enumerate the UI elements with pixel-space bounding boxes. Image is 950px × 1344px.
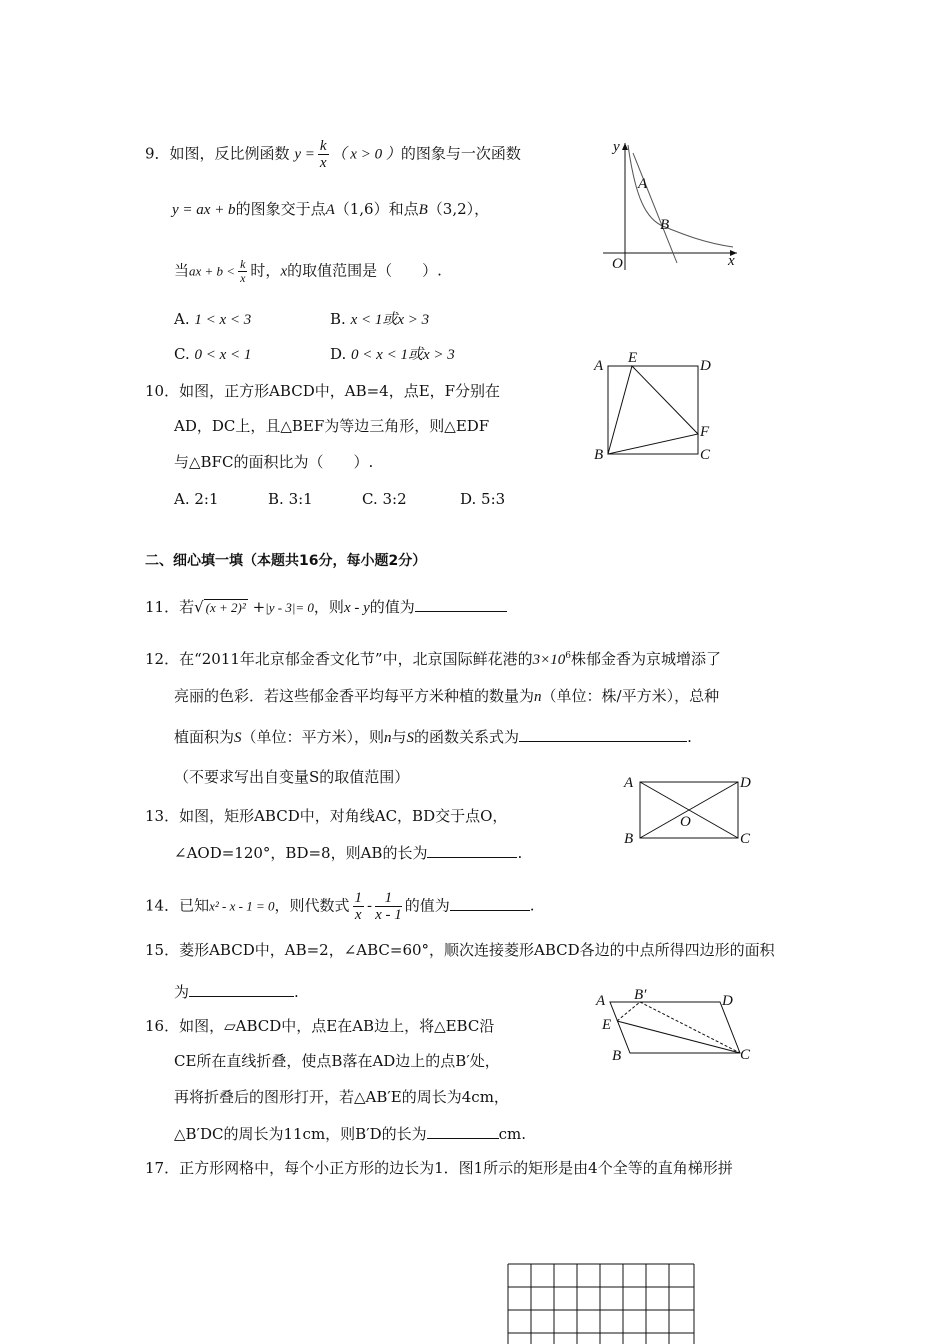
segment-ec <box>617 1021 740 1053</box>
q9-line3: 当ax + b < $\frac{k}{x}$ 时，x的取值范围是（ ）. <box>174 257 442 285</box>
q9-line2: y = ax + b的图象交于点A（1,6）和点B（3,2）， <box>172 200 490 218</box>
fig-label-c: C <box>700 447 711 463</box>
fig-label-o: O <box>612 256 623 272</box>
q10-line1: 10．如图，正方形ABCD中，AB=4，点E，F分别在 <box>145 382 501 400</box>
q17-grid-figure <box>505 1262 697 1344</box>
square-abcd <box>608 366 698 454</box>
square-grid <box>508 1264 694 1344</box>
fig-label-b: B <box>594 447 604 463</box>
segment-b-prime-c <box>640 1002 740 1053</box>
q16-line2: CE所在直线折叠，使点B落在AD边上的点B′处， <box>174 1052 500 1070</box>
q9-option-d: D. 0 < x < 1或x > 3 <box>330 345 455 363</box>
q13-line1: 13．如图，矩形ABCD中，对角线AC，BD交于点O， <box>145 807 508 825</box>
fig-label-e: E <box>602 1017 612 1033</box>
q16-line3: 再将折叠后的图形打开，若△AB′E的周长为4cm， <box>174 1088 509 1106</box>
q9-figure <box>595 135 745 275</box>
q16-figure <box>590 985 760 1065</box>
fig-label-a: A <box>624 775 634 791</box>
q11-line: 11．若√ (x + 2)² +|y - 3|= 0，则x - y的值为 <box>145 597 507 618</box>
fig-label-a: A <box>594 358 604 374</box>
fig-label-d: D <box>722 993 733 1009</box>
q10-figure <box>590 348 720 466</box>
fig-label-b: B <box>612 1048 622 1064</box>
fig-label-a: A <box>596 993 606 1009</box>
segment-eb-prime <box>617 1002 640 1021</box>
q15-line2: 为 . <box>174 983 299 1001</box>
fig-label-y: y <box>613 139 620 155</box>
q16-line1: 16．如图，▱ABCD中，点E在AB边上，将△EBC沿 <box>145 1017 495 1035</box>
q10-option-c: C. 3:2 <box>362 490 407 508</box>
fig-label-a: A <box>638 176 648 192</box>
parallelogram-abcd <box>610 1002 740 1053</box>
q9-option-c: C. 0 < x < 1 <box>174 345 252 363</box>
q10-option-d: D. 5:3 <box>460 490 506 508</box>
q9-option-b: B. x < 1或x > 3 <box>330 310 430 328</box>
fig-label-d: D <box>740 775 751 791</box>
fig-label-d: D <box>700 358 711 374</box>
fig-label-b: B <box>624 831 634 847</box>
fig-label-f: F <box>700 424 710 440</box>
q13-figure <box>620 770 760 850</box>
q15-line1: 15．菱形ABCD中，AB=2，∠ABC=60°，顺次连接菱形ABCD各边的中点所得四边形的面积 <box>145 941 775 959</box>
section-title: 二、细心填一填（本题共16分，每小题2分） <box>145 553 427 569</box>
fig-label-c: C <box>740 831 751 847</box>
q14-line: 14．已知x² - x - 1 = 0，则代数式 $\frac{1}{x}$ - $\frac{1}{x - 1}$ 的值为 . <box>145 890 535 923</box>
q16-line4: △B′DC的周长为11cm，则B′D的长为 cm. <box>174 1125 527 1143</box>
q10-option-a: A. 2:1 <box>174 490 219 508</box>
q12-line3: 植面积为S（单位：平方米），则n与S的函数关系式为 . <box>174 728 692 746</box>
fig-label-c: C <box>740 1047 751 1063</box>
q17-line1: 17．正方形网格中，每个小正方形的边长为1．图1所示的矩形是由4个全等的直角梯形拼 <box>145 1159 733 1177</box>
q10-option-b: B. 3:1 <box>268 490 313 508</box>
fig-label-x: x <box>728 253 735 269</box>
triangle-bef <box>608 366 698 454</box>
linear-line <box>633 153 677 263</box>
fig-label-b: B <box>660 217 670 233</box>
q10-line2: AD，DC上，且△BEF为等边三角形，则△EDF <box>174 417 490 435</box>
q12-line2: 亮丽的色彩．若这些郁金香平均每平方米种植的数量为n（单位：株/平方米），总种 <box>174 687 720 705</box>
fig-label-b-prime: B′ <box>634 987 647 1003</box>
q12-line4: （不要求写出自变量S的取值范围） <box>174 768 410 786</box>
fig-label-e: E <box>628 350 638 366</box>
q10-line3: 与△BFC的面积比为（ ）. <box>174 453 374 471</box>
q13-line2: ∠AOD=120°，BD=8，则AB的长为 . <box>174 844 523 862</box>
fig-label-o: O <box>680 814 691 830</box>
hyperbola-curve <box>628 145 733 247</box>
q9-line1: 9．如图，反比例函数 y = $\frac{k}{x}$ （ x > 0 ）的图象与一次函数 <box>145 138 521 171</box>
q9-option-a: A. 1 < x < 3 <box>174 310 252 328</box>
q12-line1: 12．在“2011年北京郁金香文化节”中，北京国际鲜花港的$3\times 10^6$株郁金香为京城增添了 <box>145 650 721 668</box>
